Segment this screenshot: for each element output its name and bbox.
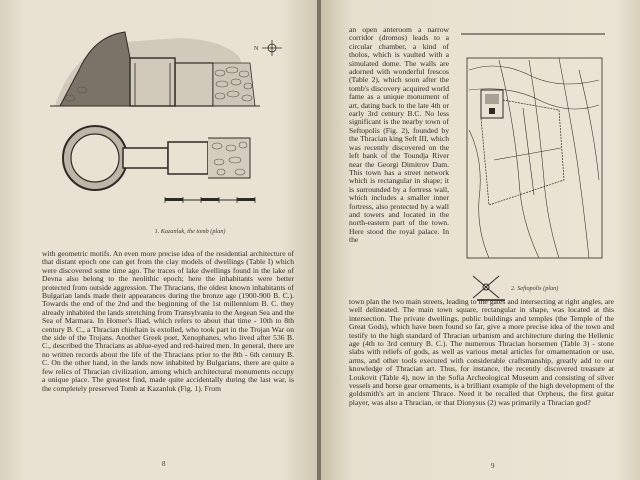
tomb-plan-drawing <box>55 118 295 213</box>
right-page-number: 9 <box>491 462 495 470</box>
figure-1-caption: 1. Kazanluk, the tomb (plan) <box>154 228 226 235</box>
left-page <box>0 0 319 480</box>
right-page <box>321 0 640 480</box>
right-page-column-text: an open anteroom a narrow corridor (dromos) leads to a circular chamber, a kind of tholos, which is vaulted with a simulated dome. The walls are adorned with wonderful frescos (Table 2), which soon after the tomb's discovery acquired world fame as a unique monument of art, dating back to the late 4th or early 3rd century B.C. No less significant is the nearby town of Seftopolis (Fig. 2), founded by the Thracian king Seft III, which was recently discovered on the left bank of the Toundja River near the Georgi Dimitrov Dam. This town has a street network which is rectangular in shape; it is surrounded by a fortress wall, which includes a smaller inner fortress, also protected by a wall and towers and located in the north-eastern part of the town. Here stood the royal palace. In the <box>349 25 449 245</box>
left-page-number: 8 <box>162 460 166 468</box>
svg-text:N: N <box>254 46 259 52</box>
right-page-body-text: town plan the two main streets, leading to the gates and intersecting at right angles, are well delineated. The main town square, rectangular in shape, was located at this intersection. The private dwellings, public buildings and temples (the Temple of the Great Gods), which have been found so far, give a more precise idea of the town and testify to the high standard of Thracian urbanism and architecture during the Hellenic age (4th to 3rd century B. C.). The numerous Thracian horsemen (Table 3) - stone slabs with reliefs of gods, as well as various metal articles for ornamentation or use, arms, and other tools executed with considerable craftsmanship, greatly add to our knowledge of Thracian art. Thus, for instance, the recently discovered treasure at Loukovit (Table 4), now in the Sofia Archeological Museum and consisting of silver vessels and horse gear ornaments, is a brilliant example of the high development of the goldsmith's art in ancient Thrace. Need it be recalled that Orpheus, the first guitar player, was also a Thracian, or that Dionysus (2) was primarily a Thracian god? <box>349 297 614 407</box>
figure-2-caption: 2. Seftopolis (plan) <box>511 285 559 292</box>
tomb-section-drawing <box>50 18 295 113</box>
seftopolis-plan-drawing <box>459 30 607 262</box>
left-page-body-text: with geometric motifs. An even more precise idea of the residential architecture of that distant epoch one can get from the clay models of dwellings (Table I) which were discovered some time ago. The traces of lake dwellings found in the lake of Devna also belong to the neolithic epoch; here the inhabitants were better protected from outside aggression. The Thracians, the oldest known inhabitants of Bulgarian lands made their appearances during the bronze age (1900-900 B. C.). Towards the end of the 2nd and the beginning of the 1st millennium B. C. they already inhabited the lands stretching from Transylvania to the Aegean Sea and the Sea of Marmara. In Homer's Iliad, which refers to about that time - 10th to 8th century B. C., a Thracian chieftain is extolled, who took part in the Trojan War on the side of the Trojans. Another Greek poet, Xenophanes, who lived after 536 B. C., described the Thracians as ablue-eyed and red-haired men. In general, there are no written records about the life of the Thracians prior to the 8th - 6th century B. C. On the other hand, in the lands now inhabited by Bulgarians, there are quite a few relics of Thracian civilization, among which architectural monuments occupy a unique place. The greatest find, made quite accidentally during the last war, is the completely preserved Tomb at Kazanluk (Fig. 1). From <box>42 249 294 393</box>
